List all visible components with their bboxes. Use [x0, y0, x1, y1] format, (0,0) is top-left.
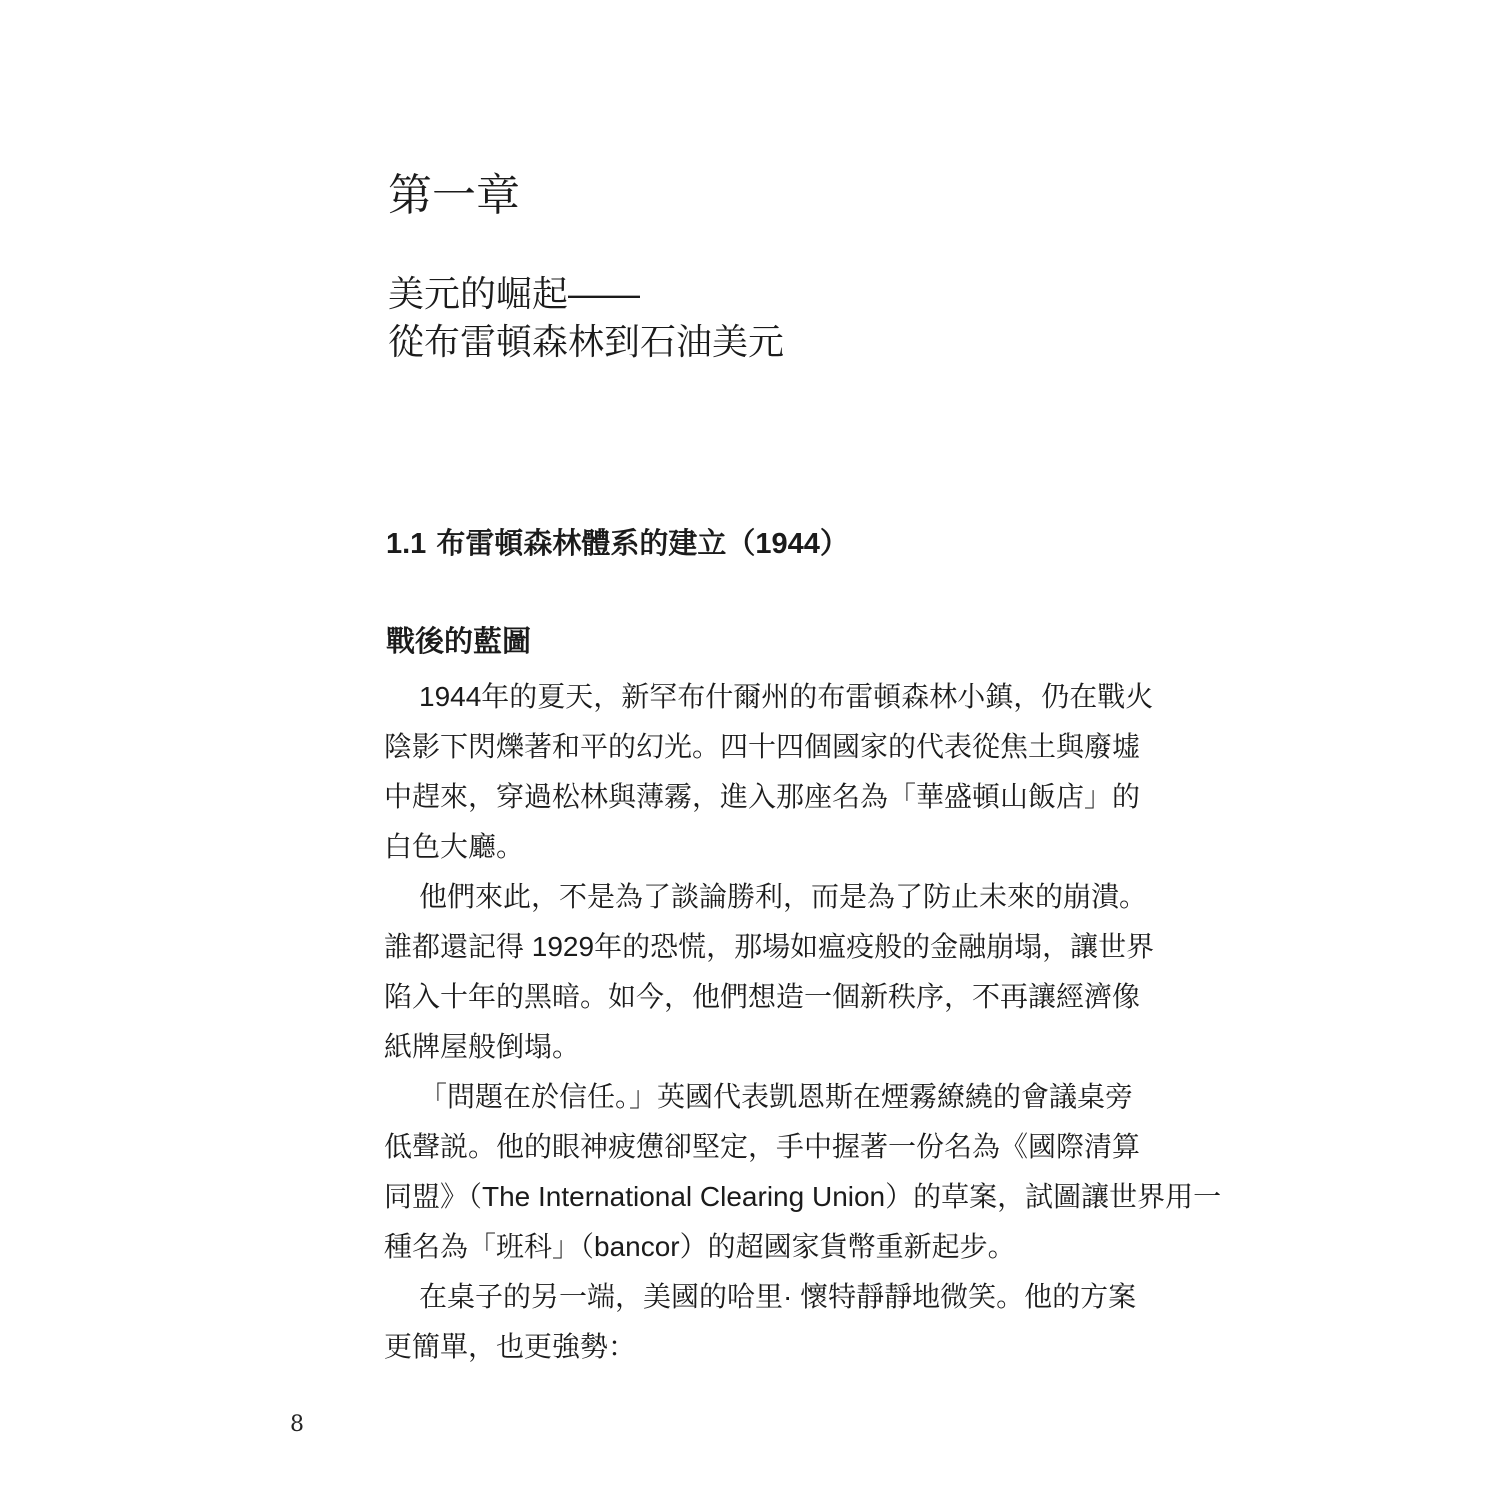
subsection-heading: 戰後的藍圖 [386, 626, 532, 658]
page-number: 8 [290, 1412, 304, 1437]
body-paragraph [384, 1272, 1144, 1372]
body-line: 白色大廳。 [384, 831, 525, 862]
body-line: 1944年的夏天，新罕布什爾州的布雷頓森林小鎮，仍在戰火 [419, 681, 1154, 712]
body-line: 更簡單，也更強勢： [384, 1331, 637, 1362]
body-line: 低聲説。他的眼神疲憊卻堅定，手中握著一份名為《國際清算 [384, 1131, 1141, 1162]
chapter-number: 第一章 [388, 171, 520, 220]
body-paragraph [384, 672, 1154, 872]
chapter-title-line-1: 美元的崛起—— [388, 273, 641, 314]
body-line: 陰影下閃爍著和平的幻光。四十四個國家的代表從焦土與廢墟 [384, 731, 1141, 762]
section-heading [386, 524, 849, 564]
section-number: 1.1 [386, 528, 427, 560]
body-line: 「問題在於信任。」英國代表凱恩斯在煙霧繚繞的會議桌旁 [419, 1081, 1134, 1112]
body-paragraph [384, 872, 1155, 1072]
chapter-title [388, 270, 784, 366]
body-line: 他們來此，不是為了談論勝利，而是為了防止未來的崩潰。 [419, 881, 1148, 912]
body-line: 陷入十年的黑暗。如今，他們想造一個新秩序，不再讓經濟像 [384, 981, 1141, 1012]
body-paragraph [384, 1072, 1222, 1272]
body-line: 中趕來，穿過松林與薄霧，進入那座名為「華盛頓山飯店」的 [384, 781, 1141, 812]
body-line: 同盟》（The International Clearing Union）的草案，試圖讓世界用一 [384, 1181, 1222, 1212]
body-line: 種名為「班科」（bancor）的超國家貨幣重新起步。 [384, 1231, 1016, 1262]
section-title: 布雷頓森林體系的建立（1944） [436, 528, 849, 560]
body-line: 在桌子的另一端，美國的哈里· 懷特靜靜地微笑。他的方案 [419, 1281, 1137, 1312]
body-line: 誰都還記得 1929年的恐慌，那場如瘟疫般的金融崩塌，讓世界 [384, 931, 1155, 962]
body-text [384, 672, 1222, 1372]
body-line: 紙牌屋般倒塌。 [384, 1031, 581, 1062]
chapter-title-line-2: 從布雷頓森林到石油美元 [388, 321, 785, 362]
